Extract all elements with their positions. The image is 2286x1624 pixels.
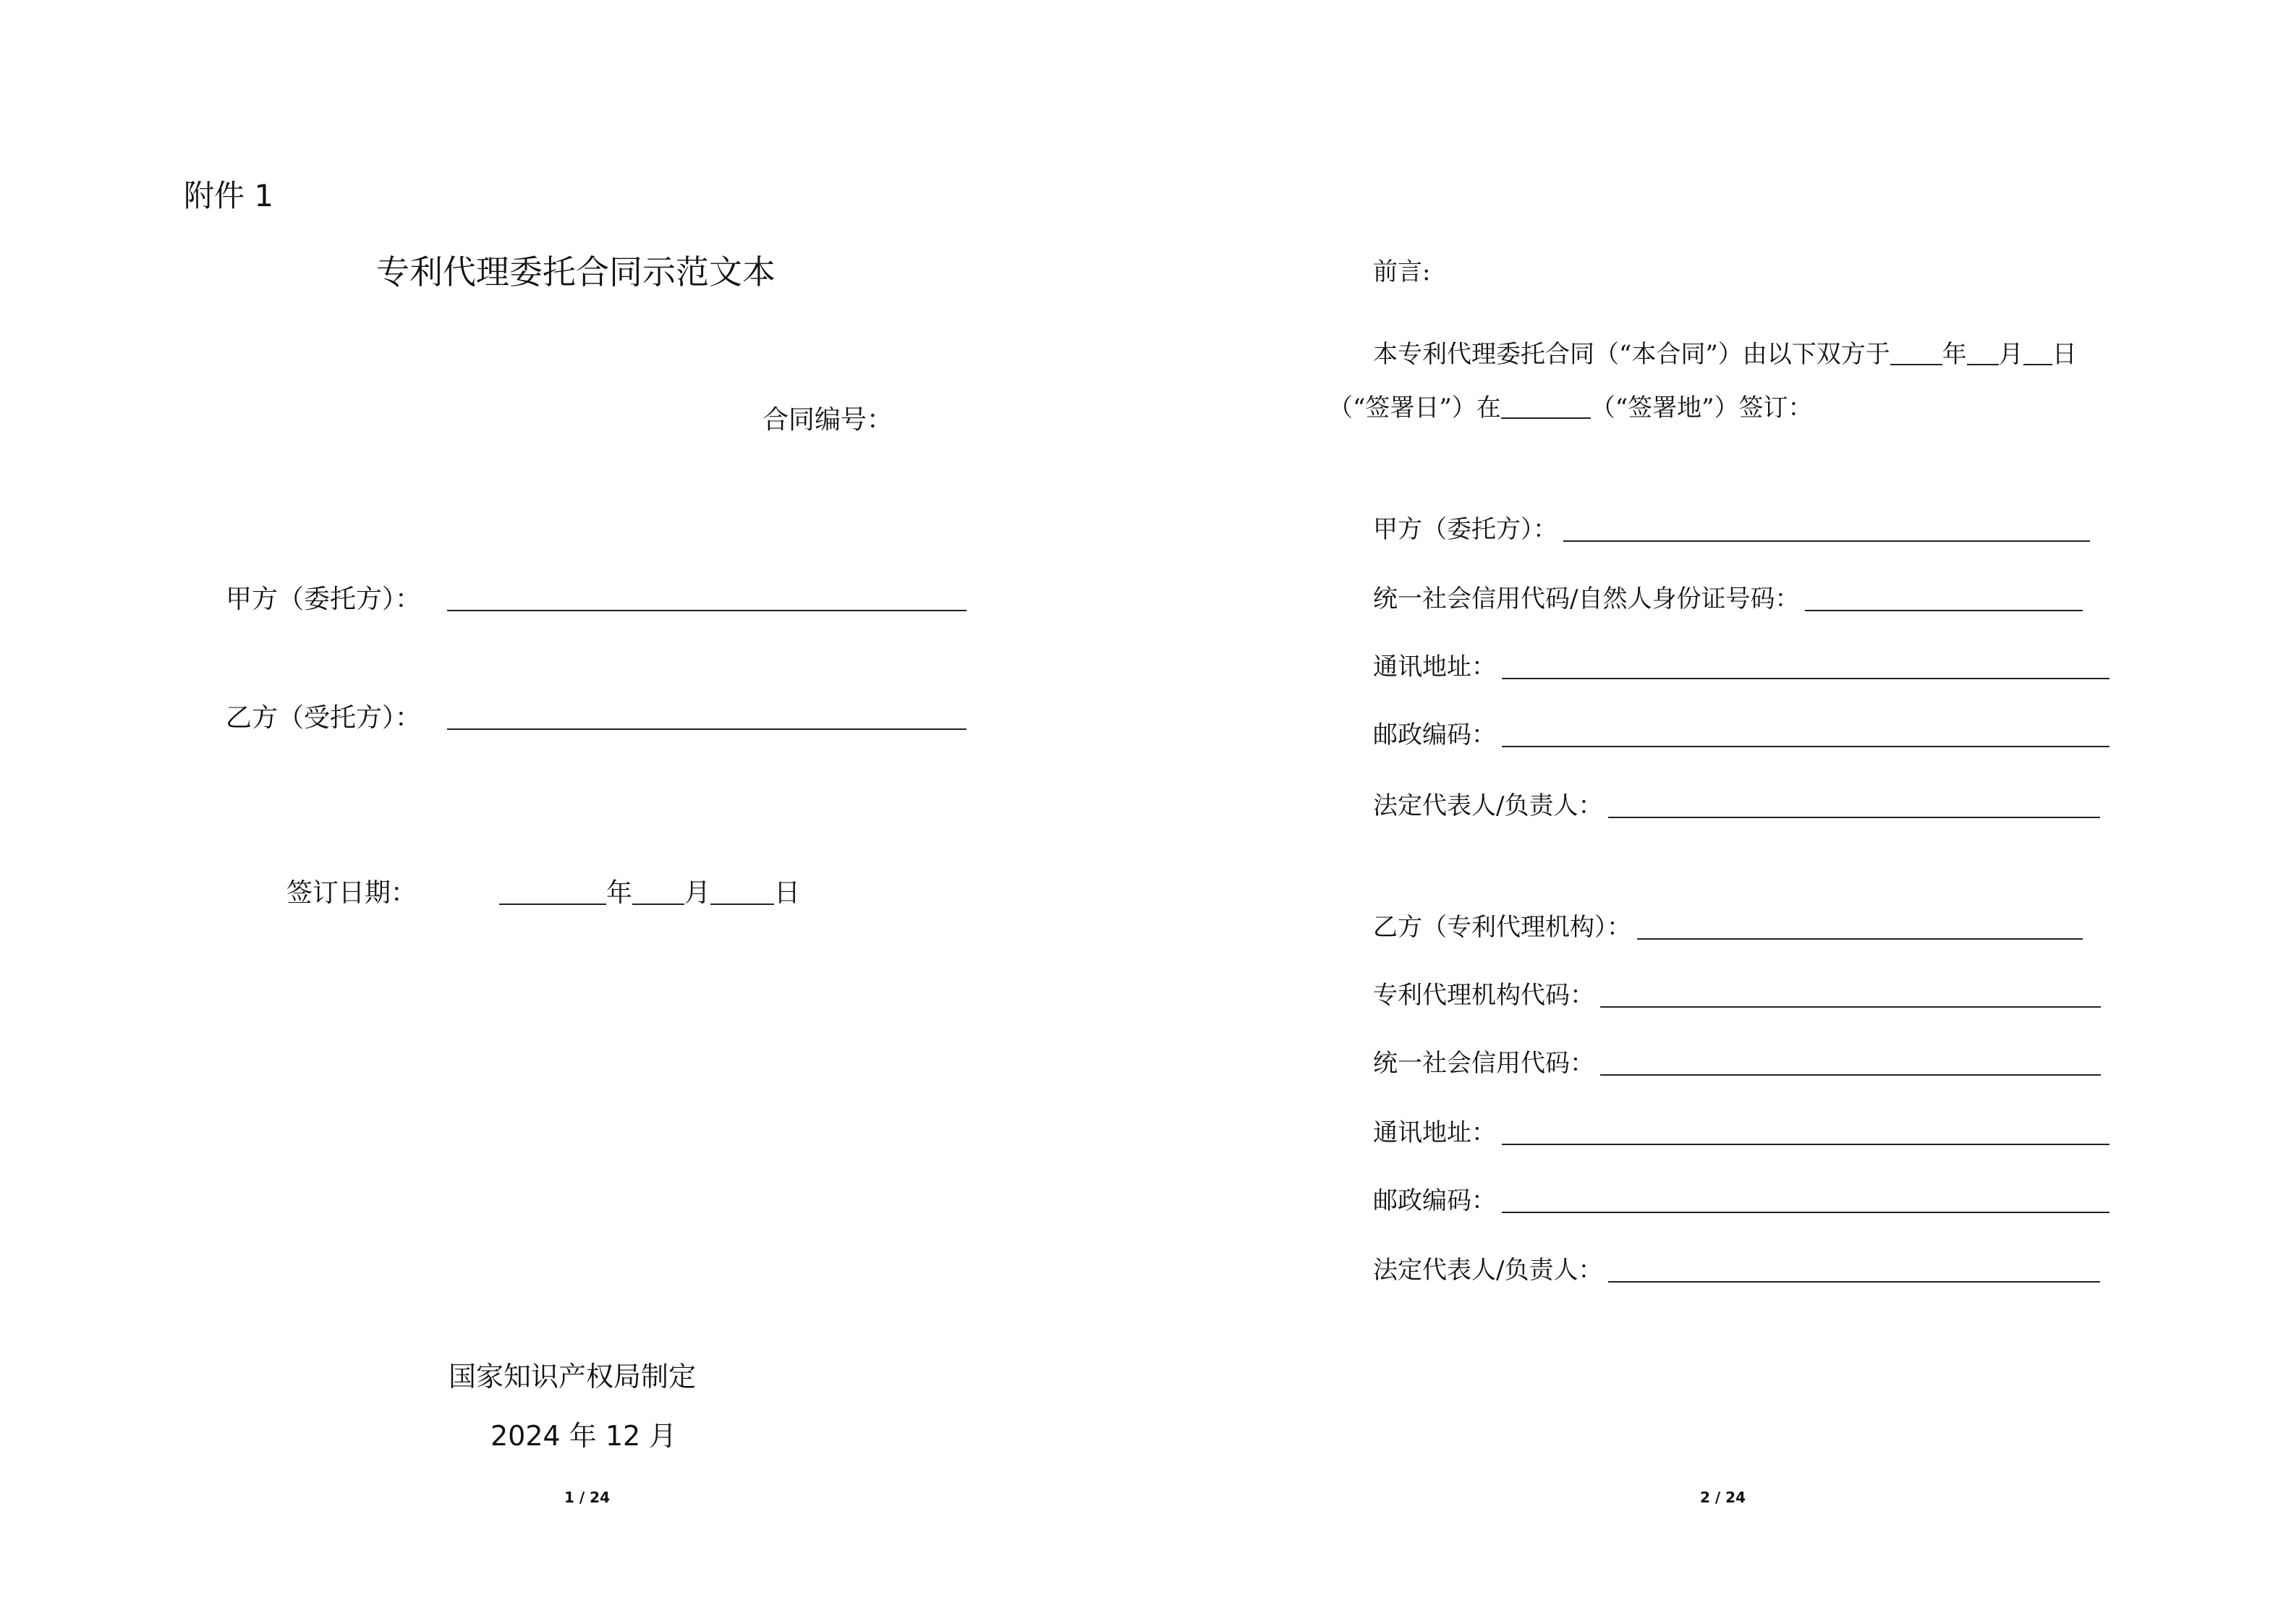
intro-year-blank [1890, 364, 1942, 365]
intro-place-blank [1501, 417, 1591, 419]
issue-date: 2024 年 12 月 [490, 1420, 677, 1452]
document-title: 专利代理委托合同示范文本 [376, 252, 776, 292]
sign-date-row [286, 872, 800, 909]
party-b-postcode-label: 邮政编码： [1373, 1186, 1496, 1215]
party-b-credit-code-field [1373, 1043, 2101, 1079]
party-a-address-label: 通讯地址： [1373, 652, 1496, 681]
annex-label: 附件 1 [184, 178, 274, 213]
party-b-row [226, 697, 966, 734]
contract-number-label: 合同编号： [762, 405, 893, 435]
intro-text: 本专利代理委托合同（“本合同”）由以下双方于 [1373, 340, 1890, 369]
party-b-address-field [1373, 1113, 2109, 1148]
party-b-address-label: 通讯地址： [1373, 1118, 1496, 1147]
party-a-credit-code-label: 统一社会信用代码/自然人身份证号码： [1373, 584, 1800, 613]
party-b-credit-code-blank [1600, 1074, 2101, 1076]
preface-label: 前言: [1373, 258, 1431, 286]
issuer: 国家知识产权局制定 [449, 1361, 697, 1393]
party-b-postcode-blank [1502, 1212, 2109, 1213]
party-a-representative-field [1373, 786, 2100, 821]
party-b-credit-code-label: 统一社会信用代码： [1373, 1049, 1594, 1078]
party-b-field-blank [1637, 938, 2083, 940]
sign-day-char: 日 [774, 878, 801, 908]
sign-day-blank [710, 904, 774, 905]
party-a-address-blank [1502, 678, 2109, 679]
intro-sign-place-text: （“签署地”）签订： [1590, 394, 1813, 422]
sign-month-blank [632, 904, 684, 905]
party-b-field-label: 乙方（专利代理机构）： [1373, 913, 1631, 942]
party-b-field [1373, 907, 2083, 943]
intro-month-blank [1967, 364, 1999, 365]
intro-day-char: 日 [2052, 340, 2077, 369]
party-b-representative-blank [1608, 1281, 2100, 1283]
party-b-agency-code-field [1373, 975, 2101, 1011]
party-a-representative-blank [1608, 817, 2100, 818]
party-a-credit-code-field [1373, 579, 2083, 614]
party-b-blank [447, 728, 966, 730]
intro-line-2 [1328, 388, 1813, 423]
party-a-address-field [1373, 647, 2109, 682]
page-number: 1 / 24 [564, 1489, 610, 1506]
party-b-address-blank [1502, 1144, 2109, 1145]
intro-month-char: 月 [1998, 340, 2023, 369]
party-a-postcode-field [1373, 715, 2109, 750]
party-b-agency-code-label: 专利代理机构代码： [1373, 981, 1594, 1010]
party-a-postcode-label: 邮政编码： [1373, 720, 1496, 749]
party-a-label: 甲方（委托方）： [226, 584, 422, 614]
party-a-postcode-blank [1502, 746, 2109, 747]
intro-sign-date-text: （“签署日”）在 [1328, 394, 1501, 422]
page-number: 2 / 24 [1700, 1489, 1746, 1506]
party-a-field-label: 甲方（委托方）： [1373, 515, 1558, 544]
sign-year-char: 年 [606, 878, 633, 908]
intro-year-char: 年 [1942, 340, 1967, 369]
party-b-representative-label: 法定代表人/负责人： [1373, 1256, 1603, 1285]
party-b-representative-field [1373, 1250, 2100, 1285]
party-a-credit-code-blank [1805, 610, 2083, 611]
party-a-blank [447, 610, 966, 611]
intro-day-blank [2023, 364, 2052, 365]
intro-line-1 [1373, 334, 2077, 370]
party-a-representative-label: 法定代表人/负责人： [1373, 791, 1603, 820]
party-a-field-blank [1563, 540, 2090, 542]
party-b-postcode-field [1373, 1181, 2109, 1216]
party-a-row [226, 579, 966, 616]
party-b-agency-code-blank [1600, 1006, 2101, 1008]
party-b-label: 乙方（受托方）： [226, 703, 422, 733]
sign-month-char: 月 [684, 878, 711, 908]
sign-date-label: 签订日期： [286, 878, 417, 908]
sign-year-blank [499, 904, 606, 905]
preface-page [1143, 0, 2286, 1624]
party-a-field [1373, 509, 2090, 545]
